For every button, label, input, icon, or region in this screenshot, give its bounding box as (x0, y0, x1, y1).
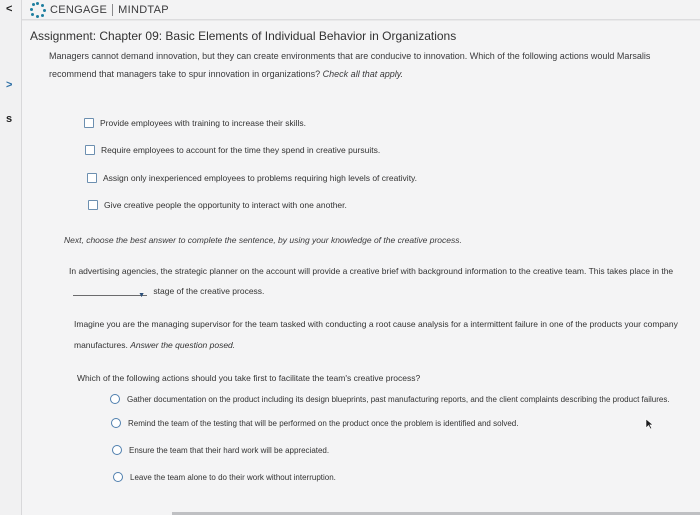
checkbox-option[interactable] (88, 192, 417, 220)
checkbox[interactable] (85, 145, 95, 155)
scenario-text: Imagine you are the managing supervisor for the team tasked with conducting a root cause analysis for a intermittent failure in one of the products your company manufactures. (74, 319, 678, 350)
question1-instruction: Check all that apply. (322, 69, 404, 79)
collapse-chevron-icon[interactable]: < (6, 3, 13, 15)
brand-name: CENGAGE (50, 3, 108, 16)
stage-dropdown[interactable] (73, 284, 147, 299)
checkbox[interactable] (87, 173, 97, 183)
radio-button[interactable] (110, 394, 120, 404)
checkbox-label: Require employees to account for the time they spend in creative pursuits. (101, 145, 381, 156)
question3-question: Which of the following actions should you take first to facilitate the team's creative process? (77, 373, 421, 383)
product-name: MINDTAP (118, 3, 169, 16)
mouse-cursor-icon (645, 418, 654, 430)
checkbox-label: Give creative people the opportunity to interact with one another. (104, 200, 347, 211)
question2-sentence (69, 261, 699, 301)
question1-text: Managers cannot demand innovation, but they can create environments that are conducive to innovation. Which of the following actions would Marsalis recommend that managers take to spur innovation in organizations? (49, 51, 651, 79)
checkbox-options (84, 109, 417, 219)
radio-label: Leave the team alone to do their work without interruption. (130, 473, 336, 482)
radio-button[interactable] (113, 472, 123, 482)
radio-label: Gather documentation on the product including its design blueprints, past manufacturing reports, and the client complaints describing the product failures. (127, 395, 670, 404)
checkbox-label: Provide employees with training to increase their skills. (100, 117, 306, 128)
radio-option[interactable] (113, 469, 690, 486)
brand-divider (112, 4, 113, 16)
checkbox-label: Assign only inexperienced employees to problems requiring high levels of creativity. (103, 172, 418, 183)
dropdown-caret-icon: ▼ (138, 292, 145, 299)
checkbox[interactable] (84, 118, 94, 128)
question2-lead: Next, choose the best answer to complete the sentence, by using your knowledge of the creative process. (64, 235, 462, 245)
checkbox-option[interactable] (87, 164, 417, 192)
scenario-instruction: Answer the question posed. (130, 340, 236, 350)
radio-button[interactable] (112, 445, 122, 455)
question1-prompt (49, 47, 689, 83)
checkbox-option[interactable] (84, 109, 417, 137)
radio-option[interactable] (112, 442, 690, 459)
sentence-before: In advertising agencies, the strategic planner on the account will provide a creative brief with background information to the creative team. This takes place in the (69, 266, 674, 276)
assignment-content (22, 21, 700, 515)
sentence-after: stage of the creative process. (153, 286, 265, 296)
radio-label: Ensure the team that their hard work will be appreciated. (129, 446, 330, 455)
checkbox[interactable] (88, 200, 98, 210)
radio-button[interactable] (111, 418, 121, 428)
checkbox-option[interactable] (85, 137, 417, 165)
strip-label: s (6, 113, 13, 125)
left-navigation-strip (0, 0, 22, 515)
top-bar (22, 0, 700, 20)
assignment-title: Assignment: Chapter 09: Basic Elements of Individual Behavior in Organizations (30, 29, 457, 43)
question3-scenario (74, 314, 699, 356)
radio-option[interactable] (110, 391, 685, 408)
radio-options (110, 391, 690, 486)
expand-chevron-icon[interactable]: > (6, 79, 13, 91)
radio-label: Remind the team of the testing that will be performed on the product once the problem is identified and solved. (128, 419, 519, 428)
cengage-logo-icon (30, 2, 46, 18)
radio-option[interactable] (111, 415, 690, 432)
